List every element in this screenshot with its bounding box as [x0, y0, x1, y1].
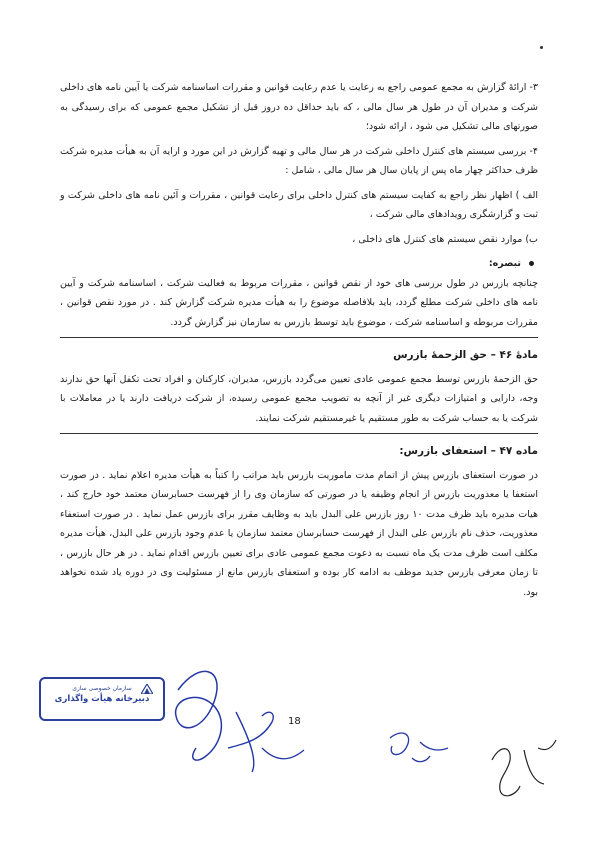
article-46-text: حق الزحمۀ بازرس توسط مجمع عمومی عادی تعیین می‌گردد بازرس، مدیران، کارکنان و افراد تحت تکفل آنها حق ندارند وجه، دارایی و امتیازات دیگری غیر از آنچه به تصویب مجمع عمومی رسیده، از شرکت دریافت دارند یا در معاملات با شرکت یا به حساب شرکت به طور مستقیم یا غیرمستقیم شرکت نمایند. — [60, 373, 538, 424]
divider — [60, 337, 538, 338]
divider — [60, 433, 538, 434]
secretariat-stamp — [39, 677, 165, 721]
bullet-icon — [529, 261, 534, 266]
clause-3: ۳- ارائۀ گزارش به مجمع عمومی راجع به رعایت یا عدم رعایت قوانین و مقررات اساسنامه شرکت یا آیین نامه های داخلی شرکت و مدیران آن در طول هر سال مالی ، که باید حداقل ده دروز قبل از تشکیل مجمع عمومی که برای رسیدگی به صورتهای مالی تشکیل می شود ، ارائه شود؛ — [60, 82, 538, 132]
document-body — [60, 78, 538, 607]
article-46-title: مادۀ ۴۶ – حق الزحمۀ بازرس — [393, 349, 538, 361]
stamp-org-line: سازمان خصوصی سازی — [72, 685, 132, 692]
page-mark — [540, 46, 543, 49]
note-title — [60, 254, 538, 274]
clause-4-alef: الف ) اظهار نظر راجع به کفایت سیستم های کنترل داخلی برای رعایت قوانین ، مقررات و آئین نامه های داخلی شرکت و ثبت و گزارشگری رویدادهای مالی شرکت ، — [60, 189, 538, 220]
note-title-text: تبصره: — [488, 258, 521, 269]
stamp-main-line: دبیرخانه هیأت واگذاری — [54, 694, 150, 704]
article-47-text: در صورت استعفای بازرس پیش از اتمام مدت ماموریت بازرس باید مراتب را کتباً به هیأت مدیره اعلام نماید . در صورت استعفا یا معذوریت بازرس از انجام وظیفه یا در صورتی که سازمان وی را از فهرست حسابرسان معتمد خود خارج کند ، هیات مدیره باید ظرف مدت ۱۰ روز بازرس علی البدل باید به وظایف مقرر برای بازرس عمل نماید . در صورت استعفاء معذوریت، حذف نام بازرس علی البدل از فهرست حسابرسان معتمد سازمان یا عدم وجود بازرس علی البدل، هیأت مدیره مکلف است ظرف مدت یک ماه نسبت به دعوت مجمع عمومی عادی برای تعیین بازرس اقدام نماید . در هر حال بازرس ، تا زمان معرفی بازرس جدید موظف به ادامه کار بوده و استعفای بازرس مانع از مسئولیت وی در دوره یاد شده نخواهد بود. — [60, 469, 538, 598]
clause-4: ۴- بررسی سیستم های کنترل داخلی شرکت در هر سال مالی و تهیه گزارش در این مورد و ارایه آن به هیأت مدیره شرکت ظرف حداکثر چهار ماه پس از پایان سال هر سال مالی ، شامل : — [60, 145, 538, 176]
page-number: 18 — [288, 716, 301, 727]
stamp-logo-icon — [141, 684, 153, 694]
note-text: چنانچه بازرس در طول بررسی های خود از نقص قوانین ، مقررات مربوط به فعالیت شرکت ، اساسنامه شرکت و آیین نامه های داخلی شرکت مطلع گردد، باید بلافاصله موضوع را به هیأت مدیره شرکت گزارش کند . در مورد نقص قوانین ، مقررات مربوطه و اساسنامه شرکت ، موضوع باید توسط بازرس به سازمان نیز گزارش گردد. — [60, 277, 538, 328]
clause-4-be: ب) موارد نقص سیستم های کنترل های داخلی ، — [352, 233, 538, 245]
article-47-title: ماده ۴۷ – استعفای بازرس: — [399, 445, 538, 457]
